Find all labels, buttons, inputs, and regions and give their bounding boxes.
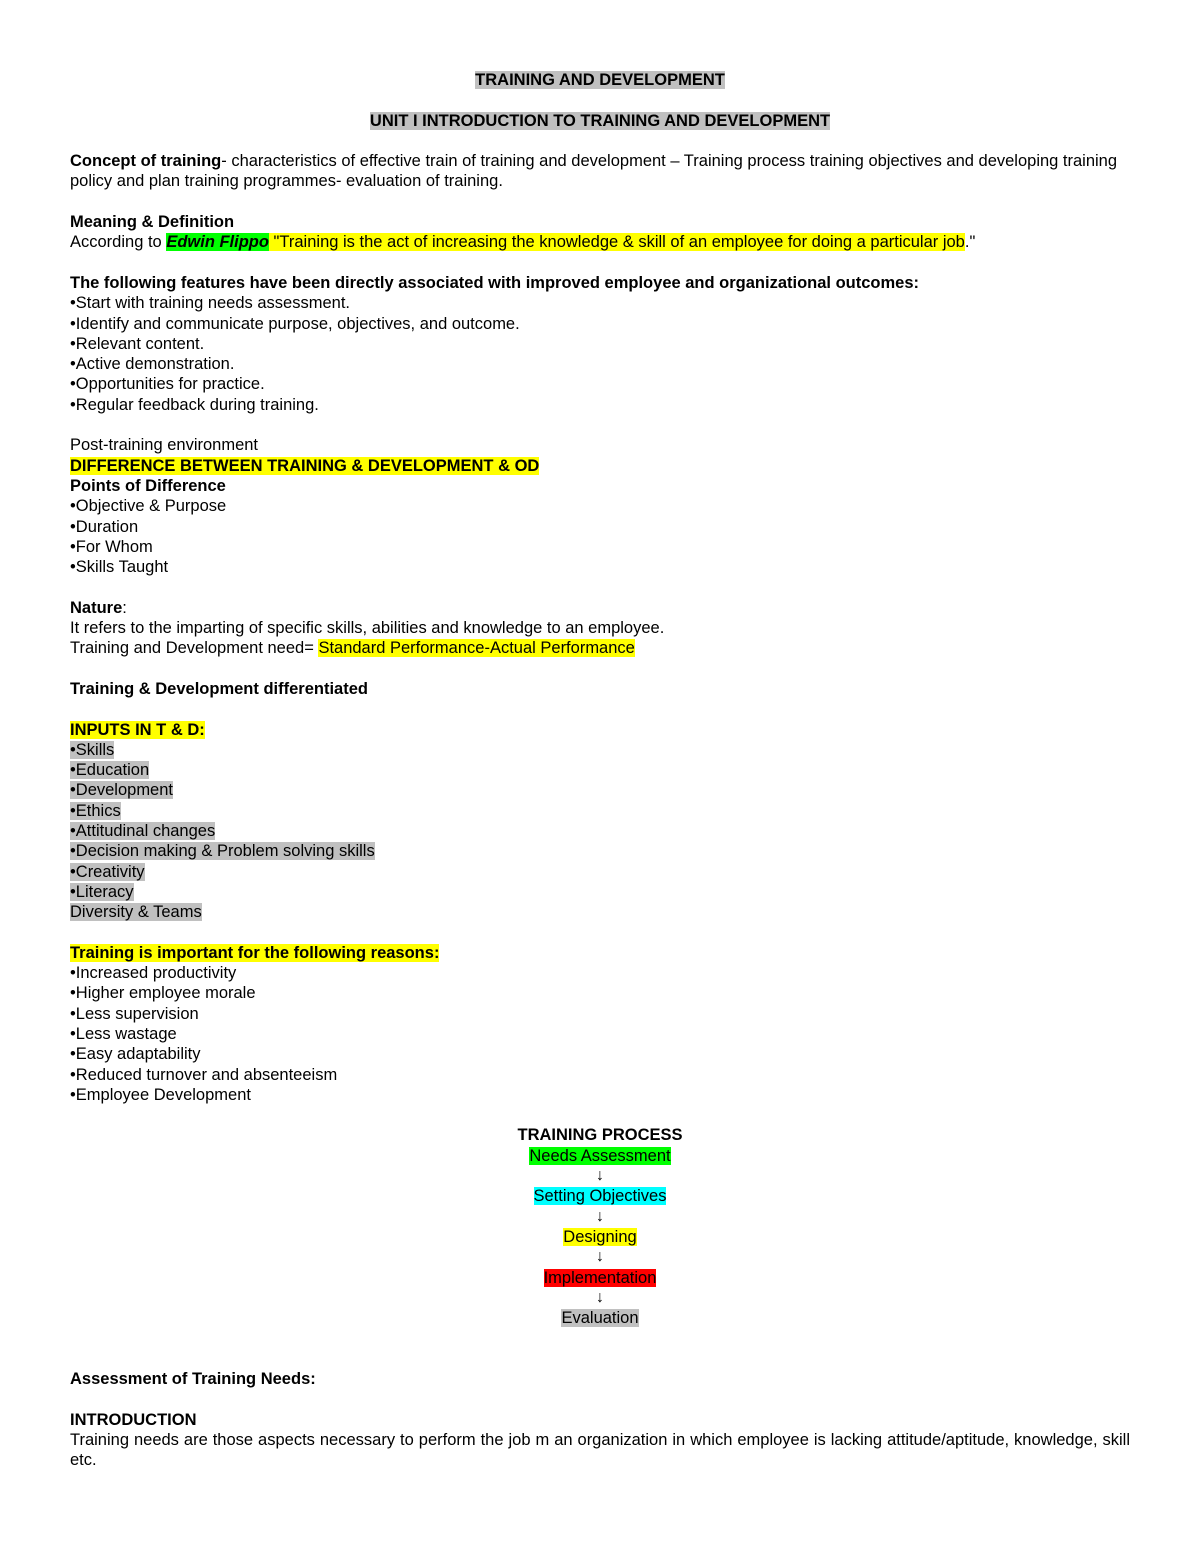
introduction-heading: INTRODUCTION [70,1410,197,1429]
list-item: •Less wastage [70,1024,177,1043]
concept-text: - characteristics of effective train of training and development – Training process training objectives and developing training policy and plan training programmes- evaluation of training. [70,152,1118,191]
difference-heading: DIFFERENCE BETWEEN TRAINING & DEVELOPMENT & OD [70,456,540,475]
need-formula-prefix: Training and Development need= [70,639,319,658]
training-process-heading: TRAINING PROCESS [517,1126,683,1145]
down-arrow-icon: ↓ [596,1288,604,1306]
down-arrow-icon: ↓ [596,1207,604,1225]
list-item: •Skills [70,740,115,759]
nature-line-2 [70,638,1130,658]
process-step-needs-assessment: Needs Assessment [529,1146,671,1165]
unit-title-line [70,111,1130,131]
nature-heading-line [70,598,1130,618]
document-page [70,70,1130,1470]
importance-heading-line [70,943,1130,963]
nature-colon: : [122,598,127,617]
quote-open: " [268,233,280,252]
concept-paragraph [70,151,1130,192]
list-item: •Opportunities for practice. [70,375,265,394]
list-item: •For Whom [70,537,153,556]
list-item: Diversity & Teams [70,903,202,922]
list-item: •Attitudinal changes [70,821,216,840]
process-step-designing: Designing [563,1227,637,1246]
list-item: •Duration [70,517,139,536]
importance-heading: Training is important for the following reasons: [70,943,440,962]
importance-list [70,963,1130,1105]
definition-quote: Training is the act of increasing the knowledge & skill of an employee for doing a particular job [279,233,965,252]
difference-heading-line [70,456,1130,476]
list-item: •Reduced turnover and absenteeism [70,1065,338,1084]
list-item: •Literacy [70,882,134,901]
list-item: •Relevant content. [70,334,205,353]
process-step-setting-objectives: Setting Objectives [533,1187,667,1206]
list-item: •Active demonstration. [70,355,235,374]
points-of-difference-heading: Points of Difference [70,476,226,495]
assessment-heading: Assessment of Training Needs: [70,1370,316,1388]
down-arrow-icon: ↓ [596,1248,604,1266]
inputs-list [70,740,1130,923]
features-heading: The following features have been directly associated with improved employee and organizational outcomes: [70,273,920,292]
author-name: Edwin Flippo [166,233,269,252]
concept-label: Concept of training [70,152,222,171]
nature-heading: Nature [70,598,123,617]
list-item: •Development [70,781,173,800]
list-item: •Employee Development [70,1085,251,1104]
document-title-line [70,70,1130,90]
process-step-implementation: Implementation [543,1268,657,1287]
difference-list [70,496,1130,577]
list-item: •Education [70,761,150,780]
differentiated-heading: Training & Development differentiated [70,679,368,698]
list-item: •Higher employee morale [70,984,256,1003]
list-item: •Start with training needs assessment. [70,294,350,313]
list-item: •Ethics [70,801,121,820]
process-step-evaluation: Evaluation [561,1309,639,1328]
document-title: TRAINING AND DEVELOPMENT [475,71,725,89]
down-arrow-icon: ↓ [596,1167,604,1185]
list-item: •Easy adaptability [70,1045,201,1064]
quote-close: ." [964,233,976,252]
list-item: •Increased productivity [70,964,237,983]
introduction-text: Training needs are those aspects necessary to perform the job m an organization in which employee is lacking attitude/aptitude, knowledge, skill etc. [70,1430,1130,1470]
training-process-flow [70,1125,1130,1328]
nature-line-1: It refers to the imparting of specific skills, abilities and knowledge to an employee. [70,619,665,638]
unit-title: UNIT I INTRODUCTION TO TRAINING AND DEVELOPMENT [369,111,831,130]
inputs-heading: INPUTS IN T & D: [70,720,205,739]
list-item: •Regular feedback during training. [70,395,319,414]
list-item: •Skills Taught [70,558,169,577]
inputs-heading-line [70,720,1130,740]
meaning-heading: Meaning & Definition [70,213,235,232]
list-item: •Objective & Purpose [70,497,227,516]
post-training-text: Post-training environment [70,436,259,455]
list-item: •Less supervision [70,1004,199,1023]
definition-prefix: According to [70,233,167,252]
need-formula: Standard Performance-Actual Performance [318,639,635,658]
features-list [70,293,1130,415]
list-item: •Decision making & Problem solving skills [70,842,375,861]
list-item: •Identify and communicate purpose, objectives, and outcome. [70,314,520,333]
definition-line [70,232,1130,252]
list-item: •Creativity [70,862,145,881]
